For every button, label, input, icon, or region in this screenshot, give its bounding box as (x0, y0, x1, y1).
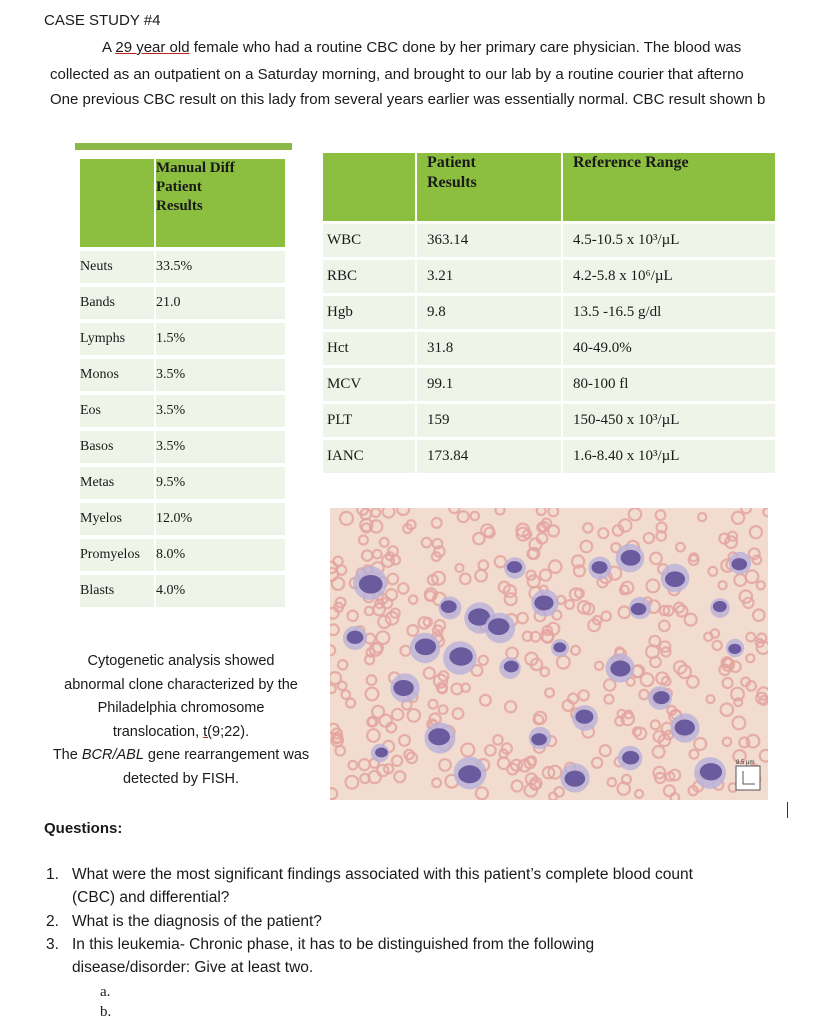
white-cell (443, 641, 477, 675)
diff-table-header (80, 159, 285, 247)
cbc-test: Hgb (323, 296, 415, 329)
white-cell (694, 757, 726, 789)
cbc-table-header (323, 153, 775, 221)
cyto-text: translocation, (112, 723, 204, 740)
cbc-reference: 13.5 -16.5 g/dl (561, 296, 775, 329)
diff-label: Neuts (80, 251, 154, 283)
question-3 (46, 933, 796, 979)
cyto-line: Cytogenetic analysis showed (87, 653, 275, 669)
cbc-result: 363.14 (415, 224, 561, 257)
cyto-text: t( (203, 723, 213, 740)
diff-value: 21.0 (154, 287, 285, 319)
white-cell (504, 557, 526, 579)
white-cell (531, 589, 558, 616)
cbc-result: 3.21 (415, 260, 561, 293)
diff-value: 1.5% (154, 323, 285, 355)
diff-header-line: Manual Diff (156, 160, 235, 176)
white-cell (560, 763, 589, 792)
cyto-line: detected by FISH. (122, 770, 240, 787)
white-cell (648, 686, 672, 710)
diff-row (80, 539, 285, 571)
white-cell (616, 544, 645, 573)
diff-value: 3.5% (154, 359, 285, 391)
diff-label: Lymphs (80, 323, 154, 355)
cbc-test: RBC (323, 260, 415, 293)
white-cell (499, 657, 521, 679)
question-number: 1. (46, 866, 59, 883)
diff-value: 4.0% (154, 575, 285, 607)
answer-a: a. (100, 984, 111, 1000)
question-1 (46, 863, 796, 909)
diff-header-blank (80, 159, 154, 247)
diff-row (80, 431, 285, 463)
diff-row (80, 575, 285, 607)
cbc-row (323, 260, 775, 293)
question-text: (CBC) and differential? (72, 889, 230, 906)
cbc-result: 9.8 (415, 296, 561, 329)
intro-line-2: collected as an outpatient on a Saturday morning, and brought to our lab by a routine courier that afterno (50, 66, 744, 83)
cbc-row (323, 296, 775, 329)
diff-label: Metas (80, 467, 154, 499)
cbc-header-results (415, 153, 561, 221)
cbc-result: 99.1 (415, 368, 561, 401)
cytogenetic-findings (40, 650, 322, 791)
diff-value: 12.0% (154, 503, 285, 535)
diff-row (80, 359, 285, 391)
white-cell (529, 727, 551, 749)
cyto-line (40, 744, 322, 768)
diff-header-cell (154, 159, 285, 247)
blood-smear-micrograph (330, 508, 768, 800)
cbc-reference: 1.6-8.40 x 10³/µL (561, 440, 775, 473)
diff-label: Monos (80, 359, 154, 391)
cbc-test: PLT (323, 404, 415, 437)
cyto-text: gene rearrangement was (143, 747, 310, 763)
diff-label: Promyelos (80, 539, 154, 571)
diff-value: 3.5% (154, 431, 285, 463)
diff-row (80, 503, 285, 535)
cyto-line (40, 721, 322, 745)
gene-name: BCR/ABL (81, 747, 144, 763)
diff-value: 9.5% (154, 467, 285, 499)
cbc-row (323, 368, 775, 401)
intro-prefix: A (102, 39, 116, 56)
case-title: CASE STUDY #4 (44, 12, 161, 29)
question-text: What is the diagnosis of the patient? (72, 913, 322, 930)
cbc-result: 173.84 (415, 440, 561, 473)
white-cell (371, 744, 389, 762)
scale-label: 8.5 µm (736, 760, 755, 766)
diff-label: Eos (80, 395, 154, 427)
diff-label: Bands (80, 287, 154, 319)
patient-age: 29 year old (115, 39, 190, 56)
cyto-text: 9;22). (212, 723, 250, 740)
white-cell (343, 626, 367, 650)
white-cell (670, 713, 699, 742)
diff-value: 8.0% (154, 539, 285, 571)
questions-heading: Questions: (44, 820, 123, 837)
question-text: What were the most significant findings associated with this patient’s complete blood count (72, 866, 693, 883)
diff-row (80, 395, 285, 427)
text-cursor (787, 802, 788, 818)
diff-value: 33.5% (154, 251, 285, 283)
cbc-result: 159 (415, 404, 561, 437)
diff-row (80, 287, 285, 319)
diff-label: Basos (80, 431, 154, 463)
cbc-result: 31.8 (415, 332, 561, 365)
white-cell (710, 598, 730, 618)
diff-header-line: Patient (156, 179, 202, 195)
diff-row (80, 323, 285, 355)
diff-label: Blasts (80, 575, 154, 607)
white-cell (454, 757, 487, 790)
diff-header-line: Results (156, 198, 203, 214)
cbc-test: MCV (323, 368, 415, 401)
white-cell (390, 673, 419, 702)
cyto-line: abnormal clone characterized by the (64, 676, 298, 693)
white-cell (589, 557, 612, 580)
cbc-reference: 40-49.0% (561, 332, 775, 365)
white-cell (551, 639, 569, 657)
question-number: 2. (46, 913, 59, 930)
question-text: disease/disorder: Give at least two. (72, 959, 314, 976)
cbc-reference: 150-450 x 10³/µL (561, 404, 775, 437)
intro-line-1 (102, 37, 792, 59)
cyto-line: Philadelphia chromosome (97, 700, 265, 716)
diff-table-accent-bar (75, 143, 292, 150)
diff-row (80, 251, 285, 283)
cbc-row (323, 404, 775, 437)
diff-label: Myelos (80, 503, 154, 535)
cbc-row (323, 224, 775, 257)
white-cell (425, 723, 456, 754)
cyto-text: The (52, 747, 82, 763)
white-cell (606, 654, 635, 683)
intro-line-3: One previous CBC result on this lady from several years earlier was essentially normal. CBC result shown b (50, 91, 766, 108)
diff-value: 3.5% (154, 395, 285, 427)
cbc-test: Hct (323, 332, 415, 365)
white-cell (410, 633, 440, 663)
cbc-reference: 4.5-10.5 x 10³/µL (561, 224, 775, 257)
question-2 (46, 910, 796, 933)
question-number: 3. (46, 936, 59, 953)
cbc-reference: 80-100 fl (561, 368, 775, 401)
answer-b: b. (100, 1004, 112, 1020)
white-cell (439, 597, 462, 620)
cbc-test: WBC (323, 224, 415, 257)
white-cell (661, 564, 690, 593)
cbc-results-table (323, 150, 775, 476)
white-cell (629, 597, 651, 619)
cbc-reference: 4.2-5.8 x 10⁶/µL (561, 260, 775, 293)
intro-suffix: female who had a routine CBC done by her primary care physician. The blood was (189, 39, 742, 56)
cbc-row (323, 332, 775, 365)
cbc-header-line: Patient (427, 154, 476, 171)
white-cell (485, 613, 515, 643)
cbc-test: IANC (323, 440, 415, 473)
question-text: In this leukemia- Chronic phase, it has to be distinguished from the following (72, 936, 595, 953)
diff-row (80, 467, 285, 499)
white-cell (729, 552, 751, 574)
cbc-header-blank (323, 153, 415, 221)
white-cell (572, 705, 598, 731)
white-cell (618, 746, 643, 771)
white-cell (353, 566, 387, 600)
cbc-header-line: Results (427, 174, 477, 191)
white-cell (726, 639, 744, 657)
manual-diff-table (80, 155, 285, 611)
cbc-row (323, 440, 775, 473)
cbc-header-reference: Reference Range (561, 153, 775, 221)
